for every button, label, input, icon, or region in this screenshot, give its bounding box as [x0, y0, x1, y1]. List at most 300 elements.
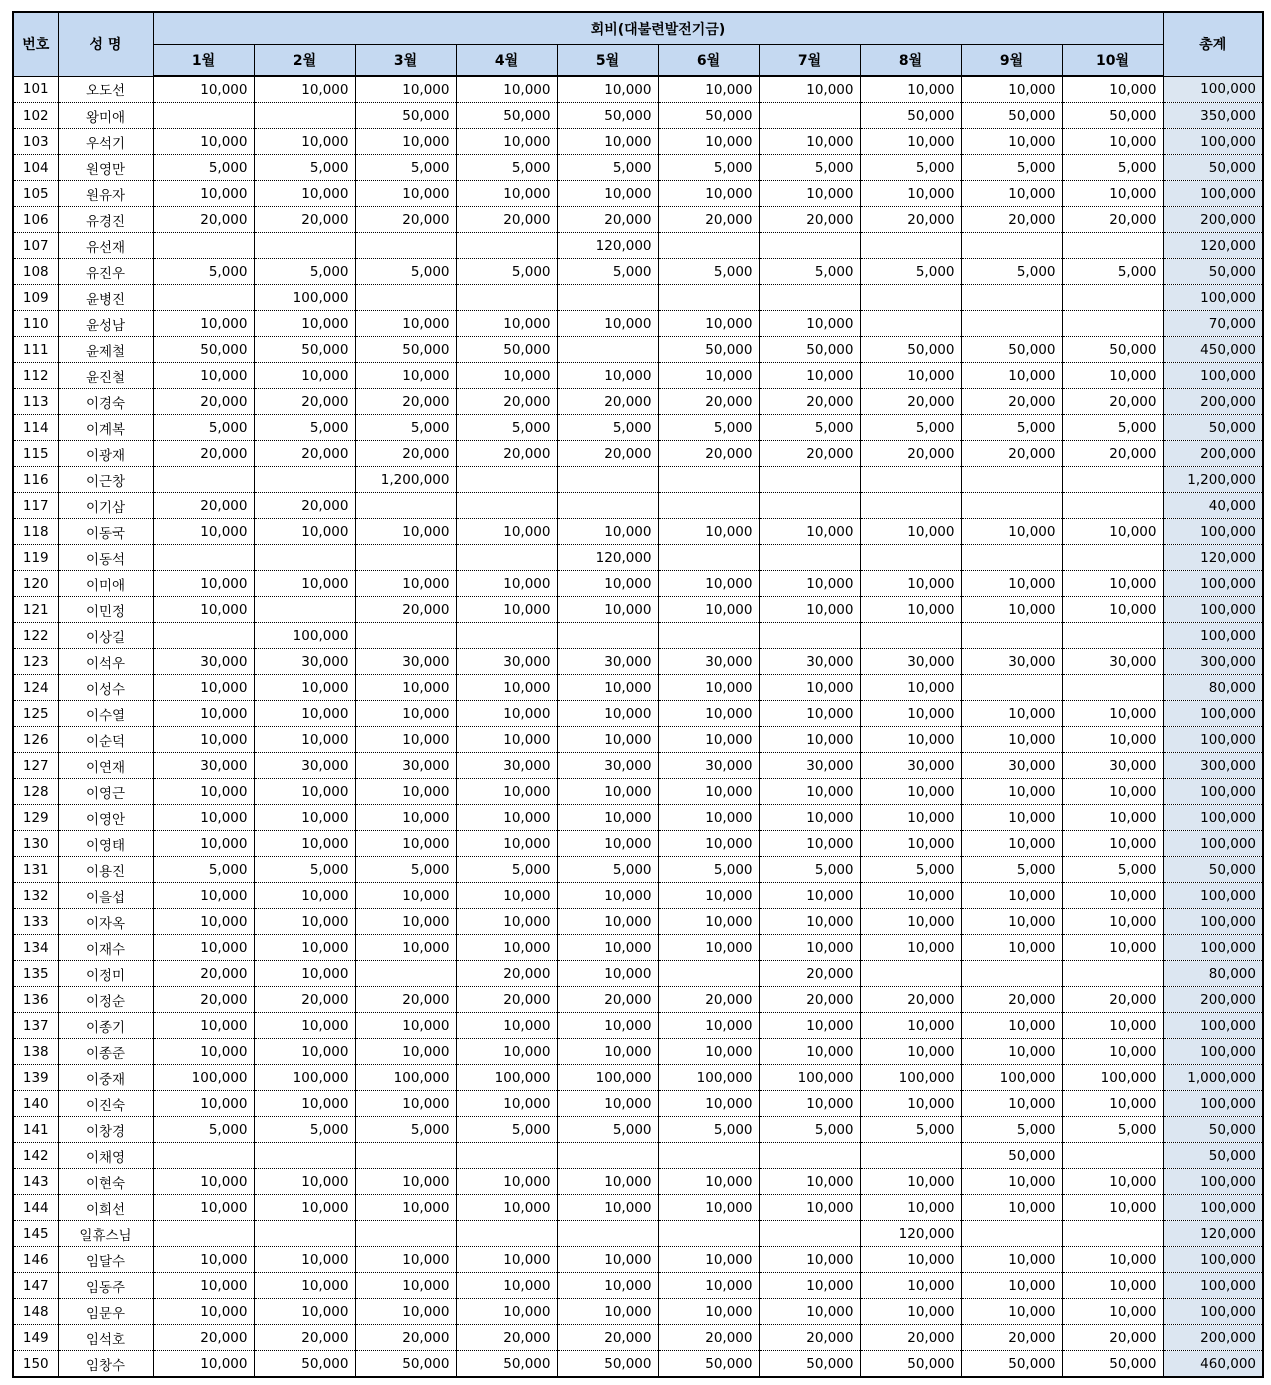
row-number-cell: 119: [13, 545, 58, 571]
month-amount-cell: [557, 623, 658, 649]
month-amount-cell: 10,000: [1062, 129, 1163, 155]
month-amount-cell: [557, 493, 658, 519]
month-amount-cell: [759, 1143, 860, 1169]
table-row: [13, 181, 1263, 207]
row-number-cell: 101: [13, 76, 58, 103]
month-amount-cell: 30,000: [456, 649, 557, 675]
month-amount-cell: 10,000: [759, 181, 860, 207]
month-amount-cell: 5,000: [355, 155, 456, 181]
month-amount-cell: 10,000: [961, 571, 1062, 597]
month-amount-cell: 5,000: [658, 1117, 759, 1143]
row-number-cell: 131: [13, 857, 58, 883]
month-amount-cell: 10,000: [860, 181, 961, 207]
month-amount-cell: [1062, 675, 1163, 701]
month-amount-cell: [860, 961, 961, 987]
header-month: 8월: [860, 45, 961, 77]
month-amount-cell: 10,000: [456, 909, 557, 935]
month-amount-cell: [860, 285, 961, 311]
month-amount-cell: 10,000: [860, 675, 961, 701]
member-name-cell: 이창경: [58, 1117, 153, 1143]
member-name-cell: 유진우: [58, 259, 153, 285]
month-amount-cell: 10,000: [860, 597, 961, 623]
month-amount-cell: 10,000: [961, 727, 1062, 753]
month-amount-cell: 10,000: [759, 571, 860, 597]
month-amount-cell: 5,000: [355, 857, 456, 883]
month-amount-cell: 30,000: [860, 753, 961, 779]
month-amount-cell: 10,000: [153, 129, 254, 155]
month-amount-cell: 10,000: [759, 597, 860, 623]
month-amount-cell: 10,000: [355, 1169, 456, 1195]
month-amount-cell: 10,000: [860, 727, 961, 753]
total-cell: 100,000: [1163, 181, 1263, 207]
month-amount-cell: 10,000: [658, 311, 759, 337]
month-amount-cell: 10,000: [1062, 831, 1163, 857]
month-amount-cell: 20,000: [1062, 441, 1163, 467]
row-number-cell: 107: [13, 233, 58, 259]
row-number-cell: 126: [13, 727, 58, 753]
row-number-cell: 145: [13, 1221, 58, 1247]
total-cell: 100,000: [1163, 727, 1263, 753]
month-amount-cell: 20,000: [759, 441, 860, 467]
month-amount-cell: 5,000: [759, 415, 860, 441]
member-name-cell: 이동국: [58, 519, 153, 545]
month-amount-cell: 10,000: [658, 727, 759, 753]
month-amount-cell: [1062, 1221, 1163, 1247]
month-amount-cell: 10,000: [153, 597, 254, 623]
month-amount-cell: 50,000: [557, 103, 658, 129]
month-amount-cell: 10,000: [456, 831, 557, 857]
table-row: [13, 623, 1263, 649]
row-number-cell: 130: [13, 831, 58, 857]
month-amount-cell: [759, 233, 860, 259]
month-amount-cell: 10,000: [153, 1195, 254, 1221]
month-amount-cell: 30,000: [658, 753, 759, 779]
month-amount-cell: [961, 311, 1062, 337]
member-name-cell: 이영안: [58, 805, 153, 831]
table-row: [13, 155, 1263, 181]
month-amount-cell: [153, 467, 254, 493]
table-header: [13, 12, 1263, 76]
month-amount-cell: [355, 1221, 456, 1247]
row-number-cell: 128: [13, 779, 58, 805]
table-row: [13, 1143, 1263, 1169]
month-amount-cell: 30,000: [153, 649, 254, 675]
month-amount-cell: 10,000: [153, 1091, 254, 1117]
member-name-cell: 이연재: [58, 753, 153, 779]
month-amount-cell: 50,000: [254, 337, 355, 363]
table-row: [13, 597, 1263, 623]
month-amount-cell: 10,000: [860, 831, 961, 857]
month-amount-cell: 10,000: [153, 831, 254, 857]
month-amount-cell: [961, 623, 1062, 649]
header-month: 7월: [759, 45, 860, 77]
member-name-cell: 이종준: [58, 1039, 153, 1065]
month-amount-cell: 20,000: [254, 987, 355, 1013]
month-amount-cell: [153, 623, 254, 649]
table-row: [13, 935, 1263, 961]
month-amount-cell: 20,000: [456, 441, 557, 467]
row-number-cell: 114: [13, 415, 58, 441]
total-cell: 40,000: [1163, 493, 1263, 519]
month-amount-cell: 20,000: [961, 207, 1062, 233]
month-amount-cell: 10,000: [153, 805, 254, 831]
member-name-cell: 왕미애: [58, 103, 153, 129]
month-amount-cell: 10,000: [860, 1091, 961, 1117]
member-name-cell: 이채영: [58, 1143, 153, 1169]
row-number-cell: 132: [13, 883, 58, 909]
month-amount-cell: 5,000: [254, 155, 355, 181]
month-amount-cell: 10,000: [355, 727, 456, 753]
month-amount-cell: 10,000: [456, 1247, 557, 1273]
row-number-cell: 109: [13, 285, 58, 311]
month-amount-cell: 5,000: [860, 857, 961, 883]
table-row: [13, 233, 1263, 259]
month-amount-cell: 10,000: [355, 935, 456, 961]
month-amount-cell: 10,000: [355, 1013, 456, 1039]
month-amount-cell: 5,000: [153, 415, 254, 441]
month-amount-cell: 5,000: [456, 1117, 557, 1143]
header-month: 5월: [557, 45, 658, 77]
month-amount-cell: 20,000: [355, 441, 456, 467]
member-name-cell: 임동주: [58, 1273, 153, 1299]
month-amount-cell: [658, 961, 759, 987]
member-name-cell: 오도선: [58, 76, 153, 103]
total-cell: 50,000: [1163, 155, 1263, 181]
month-amount-cell: [153, 103, 254, 129]
month-amount-cell: 20,000: [355, 1325, 456, 1351]
month-amount-cell: 20,000: [1062, 389, 1163, 415]
row-number-cell: 110: [13, 311, 58, 337]
month-amount-cell: 10,000: [658, 909, 759, 935]
month-amount-cell: 20,000: [658, 987, 759, 1013]
month-amount-cell: 10,000: [355, 1299, 456, 1325]
month-amount-cell: 10,000: [355, 831, 456, 857]
total-cell: 100,000: [1163, 831, 1263, 857]
month-amount-cell: 10,000: [1062, 181, 1163, 207]
total-cell: 100,000: [1163, 571, 1263, 597]
month-amount-cell: 10,000: [759, 1013, 860, 1039]
month-amount-cell: 30,000: [355, 753, 456, 779]
month-amount-cell: 20,000: [557, 441, 658, 467]
month-amount-cell: [658, 545, 759, 571]
member-name-cell: 이용진: [58, 857, 153, 883]
row-number-cell: 140: [13, 1091, 58, 1117]
month-amount-cell: 10,000: [961, 519, 1062, 545]
month-amount-cell: 10,000: [759, 883, 860, 909]
month-amount-cell: [1062, 961, 1163, 987]
month-amount-cell: 10,000: [557, 571, 658, 597]
total-cell: 120,000: [1163, 545, 1263, 571]
month-amount-cell: [254, 1143, 355, 1169]
month-amount-cell: 10,000: [759, 1169, 860, 1195]
table-row: [13, 1013, 1263, 1039]
month-amount-cell: 10,000: [961, 1195, 1062, 1221]
member-name-cell: 윤진철: [58, 363, 153, 389]
month-amount-cell: 10,000: [254, 1299, 355, 1325]
month-amount-cell: 20,000: [860, 207, 961, 233]
total-cell: 200,000: [1163, 1325, 1263, 1351]
month-amount-cell: 10,000: [1062, 779, 1163, 805]
month-amount-cell: 10,000: [1062, 597, 1163, 623]
month-amount-cell: 10,000: [658, 701, 759, 727]
month-amount-cell: 10,000: [658, 181, 759, 207]
month-amount-cell: 10,000: [1062, 571, 1163, 597]
month-amount-cell: 10,000: [153, 363, 254, 389]
month-amount-cell: 10,000: [254, 675, 355, 701]
row-number-cell: 150: [13, 1351, 58, 1378]
month-amount-cell: 100,000: [456, 1065, 557, 1091]
month-amount-cell: 5,000: [254, 857, 355, 883]
month-amount-cell: 5,000: [557, 415, 658, 441]
month-amount-cell: 30,000: [254, 649, 355, 675]
month-amount-cell: [860, 493, 961, 519]
month-amount-cell: 10,000: [557, 805, 658, 831]
month-amount-cell: 20,000: [557, 207, 658, 233]
month-amount-cell: 20,000: [961, 389, 1062, 415]
month-amount-cell: 10,000: [355, 363, 456, 389]
month-amount-cell: 30,000: [860, 649, 961, 675]
member-name-cell: 임문우: [58, 1299, 153, 1325]
month-amount-cell: 10,000: [456, 727, 557, 753]
month-amount-cell: 10,000: [254, 1195, 355, 1221]
table-row: [13, 545, 1263, 571]
header-month: 9월: [961, 45, 1062, 77]
month-amount-cell: 10,000: [557, 1195, 658, 1221]
member-name-cell: 이종기: [58, 1013, 153, 1039]
month-amount-cell: 20,000: [456, 961, 557, 987]
month-amount-cell: 10,000: [658, 597, 759, 623]
month-amount-cell: 50,000: [355, 337, 456, 363]
month-amount-cell: 10,000: [860, 701, 961, 727]
row-number-cell: 121: [13, 597, 58, 623]
month-amount-cell: 10,000: [658, 1013, 759, 1039]
table-row: [13, 883, 1263, 909]
month-amount-cell: 10,000: [456, 311, 557, 337]
month-amount-cell: 10,000: [759, 831, 860, 857]
month-amount-cell: 50,000: [153, 337, 254, 363]
table-row: [13, 831, 1263, 857]
month-amount-cell: 50,000: [1062, 1351, 1163, 1378]
row-number-cell: 123: [13, 649, 58, 675]
month-amount-cell: 5,000: [759, 1117, 860, 1143]
member-name-cell: 윤병진: [58, 285, 153, 311]
total-cell: 70,000: [1163, 311, 1263, 337]
month-amount-cell: 50,000: [658, 103, 759, 129]
month-amount-cell: 10,000: [1062, 76, 1163, 103]
month-amount-cell: 50,000: [961, 103, 1062, 129]
month-amount-cell: 50,000: [658, 1351, 759, 1378]
month-amount-cell: 10,000: [355, 129, 456, 155]
month-amount-cell: 100,000: [153, 1065, 254, 1091]
month-amount-cell: 10,000: [557, 909, 658, 935]
table-row: [13, 1221, 1263, 1247]
month-amount-cell: 10,000: [1062, 519, 1163, 545]
month-amount-cell: 100,000: [961, 1065, 1062, 1091]
month-amount-cell: 10,000: [456, 597, 557, 623]
header-month: 10월: [1062, 45, 1163, 77]
month-amount-cell: 20,000: [759, 207, 860, 233]
table-row: [13, 441, 1263, 467]
month-amount-cell: 10,000: [153, 1247, 254, 1273]
month-amount-cell: 10,000: [1062, 1247, 1163, 1273]
month-amount-cell: 10,000: [254, 727, 355, 753]
total-cell: 100,000: [1163, 805, 1263, 831]
month-amount-cell: 20,000: [759, 389, 860, 415]
member-name-cell: 일휴스님: [58, 1221, 153, 1247]
month-amount-cell: 10,000: [1062, 701, 1163, 727]
month-amount-cell: 10,000: [1062, 909, 1163, 935]
month-amount-cell: [254, 233, 355, 259]
header-month: 2월: [254, 45, 355, 77]
month-amount-cell: 10,000: [658, 779, 759, 805]
month-amount-cell: 100,000: [759, 1065, 860, 1091]
month-amount-cell: 5,000: [1062, 155, 1163, 181]
month-amount-cell: 10,000: [254, 1091, 355, 1117]
table-row: [13, 1091, 1263, 1117]
month-amount-cell: 10,000: [759, 363, 860, 389]
month-amount-cell: 5,000: [254, 415, 355, 441]
member-name-cell: 이석우: [58, 649, 153, 675]
month-amount-cell: [759, 285, 860, 311]
row-number-cell: 147: [13, 1273, 58, 1299]
table-row: [13, 493, 1263, 519]
row-number-cell: 111: [13, 337, 58, 363]
month-amount-cell: 10,000: [961, 701, 1062, 727]
month-amount-cell: 10,000: [658, 129, 759, 155]
month-amount-cell: 5,000: [355, 259, 456, 285]
member-name-cell: 이동석: [58, 545, 153, 571]
month-amount-cell: [759, 103, 860, 129]
month-amount-cell: 10,000: [254, 363, 355, 389]
month-amount-cell: [860, 233, 961, 259]
total-cell: 200,000: [1163, 207, 1263, 233]
month-amount-cell: 10,000: [961, 935, 1062, 961]
row-number-cell: 141: [13, 1117, 58, 1143]
total-cell: 100,000: [1163, 883, 1263, 909]
month-amount-cell: [153, 233, 254, 259]
total-cell: 100,000: [1163, 1013, 1263, 1039]
month-amount-cell: 10,000: [355, 1195, 456, 1221]
member-name-cell: 이정미: [58, 961, 153, 987]
month-amount-cell: 10,000: [456, 1299, 557, 1325]
month-amount-cell: 20,000: [1062, 1325, 1163, 1351]
table-row: [13, 987, 1263, 1013]
total-cell: 100,000: [1163, 779, 1263, 805]
row-number-cell: 108: [13, 259, 58, 285]
month-amount-cell: 5,000: [557, 857, 658, 883]
month-amount-cell: [759, 493, 860, 519]
member-name-cell: 이민정: [58, 597, 153, 623]
month-amount-cell: 100,000: [658, 1065, 759, 1091]
month-amount-cell: 20,000: [254, 389, 355, 415]
month-amount-cell: 20,000: [153, 207, 254, 233]
total-cell: 50,000: [1163, 259, 1263, 285]
month-amount-cell: 10,000: [1062, 1273, 1163, 1299]
month-amount-cell: 100,000: [355, 1065, 456, 1091]
month-amount-cell: 5,000: [1062, 415, 1163, 441]
month-amount-cell: 10,000: [153, 311, 254, 337]
month-amount-cell: [961, 675, 1062, 701]
month-amount-cell: 10,000: [456, 1169, 557, 1195]
month-amount-cell: 20,000: [759, 961, 860, 987]
month-amount-cell: 20,000: [860, 987, 961, 1013]
month-amount-cell: 5,000: [1062, 857, 1163, 883]
month-amount-cell: 1,200,000: [355, 467, 456, 493]
total-cell: 1,000,000: [1163, 1065, 1263, 1091]
month-amount-cell: [658, 467, 759, 493]
header-month: 6월: [658, 45, 759, 77]
month-amount-cell: 10,000: [557, 76, 658, 103]
month-amount-cell: 10,000: [759, 1273, 860, 1299]
month-amount-cell: 10,000: [254, 779, 355, 805]
total-cell: 100,000: [1163, 1195, 1263, 1221]
table-row: [13, 415, 1263, 441]
member-name-cell: 이재수: [58, 935, 153, 961]
member-name-cell: 이기삼: [58, 493, 153, 519]
month-amount-cell: 5,000: [254, 1117, 355, 1143]
total-cell: 100,000: [1163, 597, 1263, 623]
total-cell: 100,000: [1163, 623, 1263, 649]
month-amount-cell: 10,000: [254, 76, 355, 103]
month-amount-cell: 5,000: [557, 155, 658, 181]
month-amount-cell: [1062, 467, 1163, 493]
row-number-cell: 146: [13, 1247, 58, 1273]
month-amount-cell: 10,000: [153, 1273, 254, 1299]
month-amount-cell: 20,000: [961, 1325, 1062, 1351]
month-amount-cell: 50,000: [759, 337, 860, 363]
member-name-cell: 이상길: [58, 623, 153, 649]
month-amount-cell: [658, 623, 759, 649]
month-amount-cell: 10,000: [153, 701, 254, 727]
table-row: [13, 103, 1263, 129]
row-number-cell: 122: [13, 623, 58, 649]
month-amount-cell: 10,000: [456, 363, 557, 389]
month-amount-cell: 10,000: [557, 1013, 658, 1039]
month-amount-cell: 10,000: [557, 1091, 658, 1117]
total-cell: 120,000: [1163, 1221, 1263, 1247]
month-amount-cell: 10,000: [961, 1091, 1062, 1117]
month-amount-cell: 50,000: [1062, 103, 1163, 129]
month-amount-cell: 20,000: [961, 987, 1062, 1013]
month-amount-cell: 10,000: [557, 779, 658, 805]
month-amount-cell: 5,000: [254, 259, 355, 285]
month-amount-cell: 10,000: [860, 129, 961, 155]
month-amount-cell: 50,000: [961, 1351, 1062, 1378]
month-amount-cell: 10,000: [759, 727, 860, 753]
month-amount-cell: 10,000: [355, 519, 456, 545]
month-amount-cell: 100,000: [254, 285, 355, 311]
month-amount-cell: 50,000: [355, 103, 456, 129]
month-amount-cell: 5,000: [456, 415, 557, 441]
total-cell: 100,000: [1163, 76, 1263, 103]
month-amount-cell: [759, 1221, 860, 1247]
month-amount-cell: 10,000: [456, 935, 557, 961]
row-number-cell: 143: [13, 1169, 58, 1195]
month-amount-cell: 10,000: [860, 1299, 961, 1325]
row-number-cell: 139: [13, 1065, 58, 1091]
month-amount-cell: 100,000: [1062, 1065, 1163, 1091]
month-amount-cell: [557, 285, 658, 311]
month-amount-cell: 10,000: [1062, 1169, 1163, 1195]
row-number-cell: 134: [13, 935, 58, 961]
total-cell: 300,000: [1163, 753, 1263, 779]
month-amount-cell: 10,000: [153, 727, 254, 753]
month-amount-cell: 10,000: [658, 1091, 759, 1117]
month-amount-cell: 10,000: [557, 701, 658, 727]
month-amount-cell: 10,000: [355, 1039, 456, 1065]
member-name-cell: 이계복: [58, 415, 153, 441]
month-amount-cell: [254, 545, 355, 571]
